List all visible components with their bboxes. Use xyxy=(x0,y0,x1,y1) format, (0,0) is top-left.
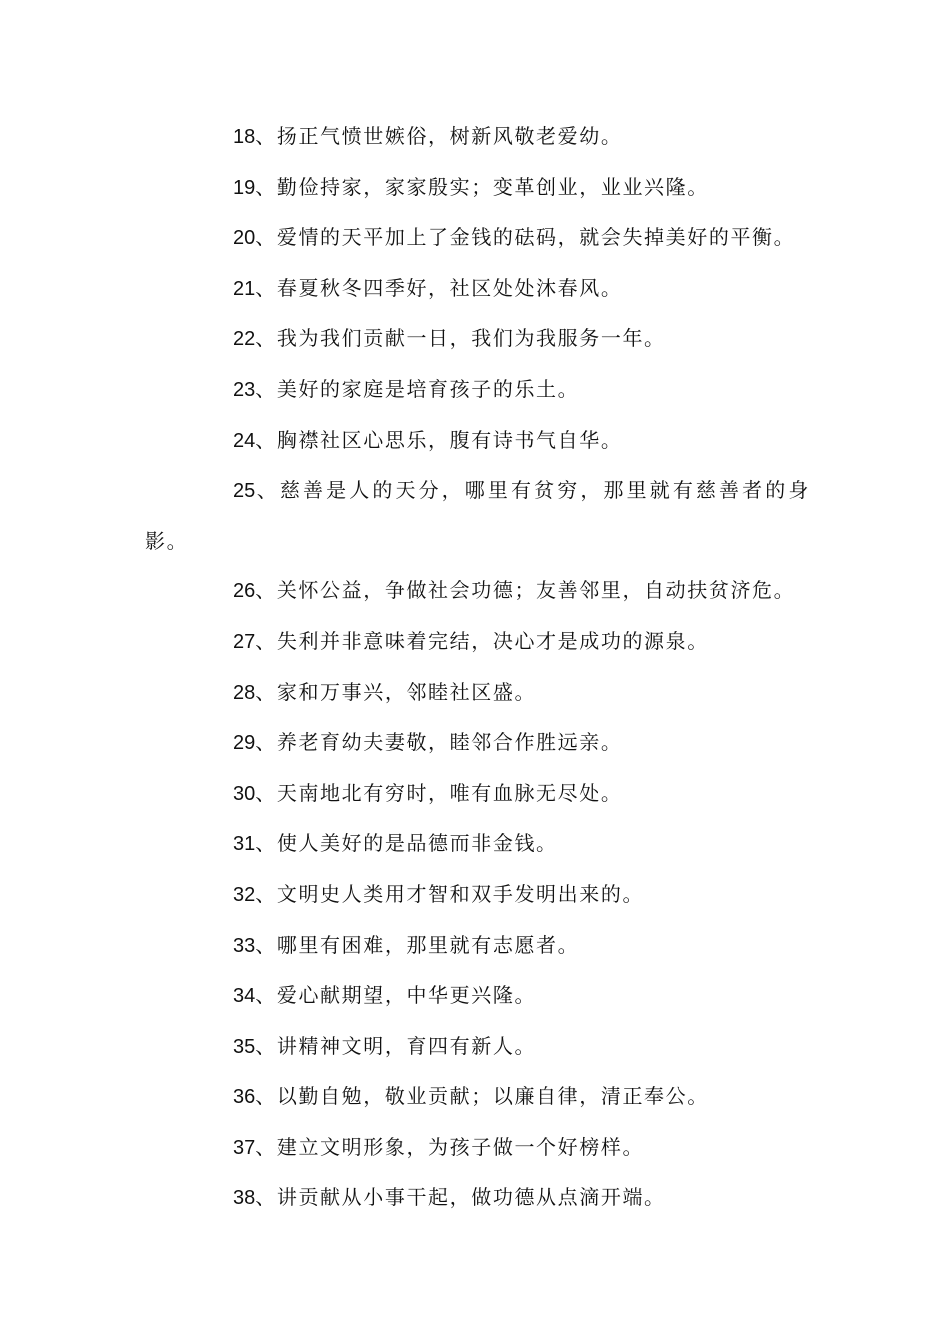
list-item xyxy=(145,718,810,769)
item-text: 、爱情的天平加上了金钱的砝码，就会失掉美好的平衡。 xyxy=(255,225,796,250)
list-item xyxy=(145,566,810,617)
item-number: 29 xyxy=(233,732,256,755)
item-text: 、春夏秋冬四季好，社区处处沐春风。 xyxy=(255,275,623,300)
item-number: 31 xyxy=(233,833,256,856)
item-number: 21 xyxy=(233,277,256,300)
list-item xyxy=(145,264,810,315)
list-item xyxy=(145,870,810,921)
item-text: 、失利并非意味着完结，决心才是成功的源泉。 xyxy=(255,628,709,653)
list-item xyxy=(145,163,810,214)
item-number: 20 xyxy=(233,227,256,250)
list-item xyxy=(145,668,810,719)
list-item xyxy=(145,213,810,264)
item-text: 、以勤自勉，敬业贡献；以廉自律，清正奉公。 xyxy=(255,1084,709,1109)
item-text: 、养老育幼夫妻敬，睦邻合作胜远亲。 xyxy=(255,730,623,755)
list-item xyxy=(145,921,810,972)
item-text: 、我为我们贡献一日，我们为我服务一年。 xyxy=(255,326,666,351)
list-item xyxy=(145,1022,810,1073)
list-item xyxy=(145,819,810,870)
item-number: 23 xyxy=(233,378,256,401)
list-item xyxy=(145,1072,810,1123)
list-item xyxy=(145,769,810,820)
item-text: 、使人美好的是品德而非金钱。 xyxy=(255,831,558,856)
list-item xyxy=(145,617,810,668)
list-item xyxy=(145,314,810,365)
item-number: 26 xyxy=(233,580,256,603)
item-number: 27 xyxy=(233,630,256,653)
item-text: 、爱心献期望，中华更兴隆。 xyxy=(255,983,537,1008)
item-number: 24 xyxy=(233,429,256,452)
item-text: 、讲贡献从小事干起，做功德从点滴开端。 xyxy=(255,1185,666,1210)
item-number: 30 xyxy=(233,782,256,805)
item-text: 、讲精神文明，育四有新人。 xyxy=(255,1033,537,1058)
list-item xyxy=(145,971,810,1022)
item-number: 38 xyxy=(233,1187,256,1210)
item-text: 、扬正气愤世嫉俗，树新风敬老爱幼。 xyxy=(255,124,623,148)
item-number: 18 xyxy=(233,126,256,148)
item-number: 33 xyxy=(233,934,256,957)
item-text: 、哪里有困难，那里就有志愿者。 xyxy=(255,932,580,957)
item-number: 22 xyxy=(233,328,256,351)
item-text: 、胸襟社区心思乐，腹有诗书气自华。 xyxy=(255,427,623,452)
list-item xyxy=(145,112,810,163)
list-item xyxy=(145,365,810,416)
list-item xyxy=(145,466,810,566)
item-text: 、美好的家庭是培育孩子的乐土。 xyxy=(255,376,580,401)
item-number: 35 xyxy=(233,1035,256,1058)
item-text: 、关怀公益，争做社会功德；友善邻里，自动扶贫济危。 xyxy=(255,578,796,603)
item-text: 、建立文明形象，为孩子做一个好榜样。 xyxy=(255,1134,645,1159)
item-text: 、家和万事兴，邻睦社区盛。 xyxy=(255,679,537,704)
item-text: 、慈善是人的天分，哪里有贫穷，那里就有慈善者的身影。 xyxy=(145,478,810,553)
item-number: 25 xyxy=(233,480,256,503)
list-item xyxy=(145,1123,810,1174)
item-number: 32 xyxy=(233,883,256,906)
item-text: 、天南地北有穷时，唯有血脉无尽处。 xyxy=(255,780,623,805)
list-item xyxy=(145,416,810,467)
item-number: 34 xyxy=(233,985,256,1008)
item-number: 36 xyxy=(233,1086,256,1109)
slogan-list xyxy=(145,112,810,1224)
list-item xyxy=(145,1173,810,1224)
item-number: 19 xyxy=(233,176,256,199)
item-number: 37 xyxy=(233,1136,256,1159)
item-number: 28 xyxy=(233,681,256,704)
item-text: 、勤俭持家，家家殷实；变革创业，业业兴隆。 xyxy=(255,174,709,199)
item-text: 、文明史人类用才智和双手发明出来的。 xyxy=(255,881,645,906)
